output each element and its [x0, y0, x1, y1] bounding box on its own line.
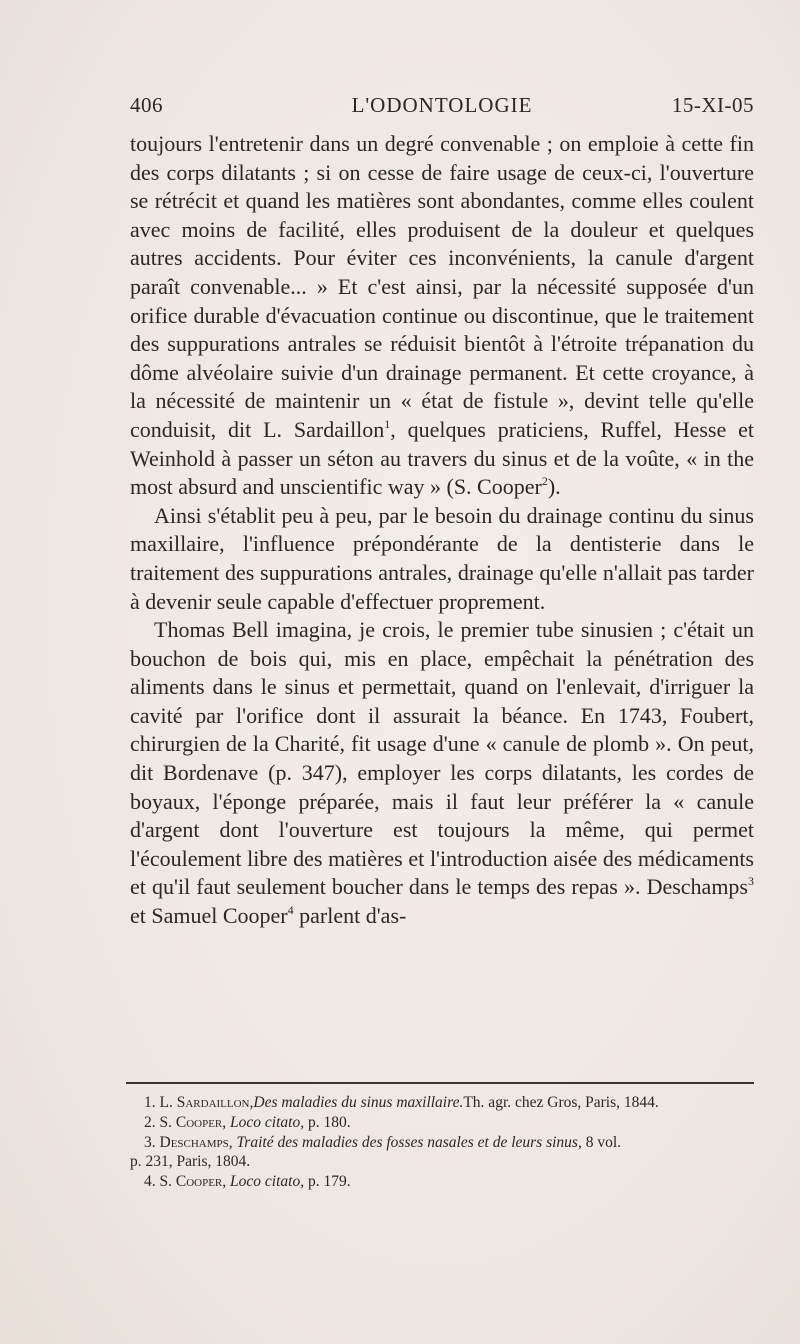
footnote-1-number: 1.: [144, 1094, 160, 1111]
footnote-4-title: Loco citato,: [226, 1173, 305, 1191]
footnote-ref-3: 3: [748, 874, 754, 889]
paragraph-2: Ainsi s'établit peu à peu, par le besoin du drainage continu du sinus maxillaire, l'influence prépondérante de la dentisterie dans le traitement des suppurations antrales, drainage qu'elle n'allait pas tarder à devenir seule capable d'effectuer proprement.: [130, 502, 754, 614]
footnote-3-number: 3.: [144, 1133, 160, 1151]
footnote-3-details: 8 vol.: [581, 1133, 622, 1151]
paragraph-1-text-c: ).: [547, 474, 561, 500]
footnote-3: [130, 1133, 754, 1153]
footnote-3-title: Traité des maladies des fosses nasales et de leurs sinus,: [232, 1133, 582, 1151]
footnote-1-title: Des maladies du sinus maxillaire.: [253, 1094, 464, 1111]
footnote-4-number: 4.: [144, 1173, 160, 1191]
running-header: [130, 93, 754, 123]
issue-date: 15-XI-05: [671, 93, 754, 117]
footnote-ref-2: 2: [541, 474, 548, 489]
footnote-2-details: p. 180.: [304, 1113, 351, 1131]
paragraph-3-text-a: Thomas Bell imagina, je crois, le premier tube sinusien ; c'était un bouchon de bois qui, mis en place, empêchait la pénétration des aliments dans le sinus et permettait, quand on l'enlevait, d'irriguer la cavité par l'orifice dont il assurait la béance. En 1743, Foubert, chirurgien de la Charité, fit usage d'une « canule de plomb ». On peut, dit Bordenave (p. 347), employer les corps dilatants, les cordes de boyaux, l'éponge préparée, mais il faut leur préférer la « canule d'argent dont l'ouverture est toujours la même, qui permet l'écoulement libre des matières et l'introduction aisée des médicaments et qu'il faut seulement boucher dans le temps des repas ». Deschamps: [130, 617, 754, 900]
footnote-4: [130, 1172, 754, 1192]
paragraph-1: [130, 130, 754, 502]
footnote-2-author: S. Cooper,: [159, 1113, 227, 1131]
footnote-1-details: Th. agr. chez Gros, Paris, 1844.: [463, 1094, 659, 1111]
footnote-1-author: L. Sardaillon,: [159, 1094, 254, 1111]
paragraph-1-text-a: toujours l'entretenir dans un degré convenable ; on emploie à cette fin des corps dilatants ; si on cesse de faire usage de ceux-ci, l'ouverture se rétrécit et quand les matières sont abondantes, comme elles coulent avec moins de facilité, elles produisent de la douleur et quelques autres accidents. Pour éviter ces inconvénients, la canule d'argent paraît convenable... » Et c'est ainsi, par la nécessité supposée d'un orifice durable d'évacuation continue ou discontinue, que le traitement des suppurations antrales se réduisit bientôt à l'étroite trépanation du dôme alvéolaire suivie d'un drainage permanent. Et cette croyance, à la nécessité de maintenir un « état de fistule », devint telle qu'elle conduisit, dit L. Sardaillon: [130, 131, 754, 442]
footnotes: [130, 1093, 754, 1192]
page-number: 406: [130, 93, 163, 117]
running-title: L'ODONTOLOGIE: [351, 93, 533, 117]
footnote-2-number: 2.: [144, 1113, 160, 1131]
footnote-3-continuation: p. 231, Paris, 1804.: [130, 1153, 251, 1171]
footnote-2: [130, 1113, 754, 1133]
main-text: [130, 130, 754, 931]
footnote-4-author: S. Cooper,: [159, 1173, 227, 1191]
footnote-1: [130, 1093, 754, 1113]
footnote-divider: [126, 1082, 754, 1084]
footnote-4-details: p. 179.: [304, 1173, 351, 1191]
paragraph-3-text-c: parlent d'as-: [293, 903, 407, 929]
paragraph-3: [130, 616, 754, 931]
paragraph-3-text-b: et Samuel Cooper: [130, 903, 288, 929]
footnote-2-title: Loco citato,: [226, 1113, 305, 1131]
paragraph-1-text-b: , quelques praticiens, Ruffel, Hesse et Weinhold à passer un séton au travers du sinus et de la voûte, « in the most absurd and unscientific way » (S. Cooper: [130, 416, 754, 500]
footnote-3-author: Deschamps,: [159, 1133, 233, 1151]
footnote-ref-1: 1: [384, 416, 391, 431]
footnote-ref-4: 4: [287, 903, 294, 918]
